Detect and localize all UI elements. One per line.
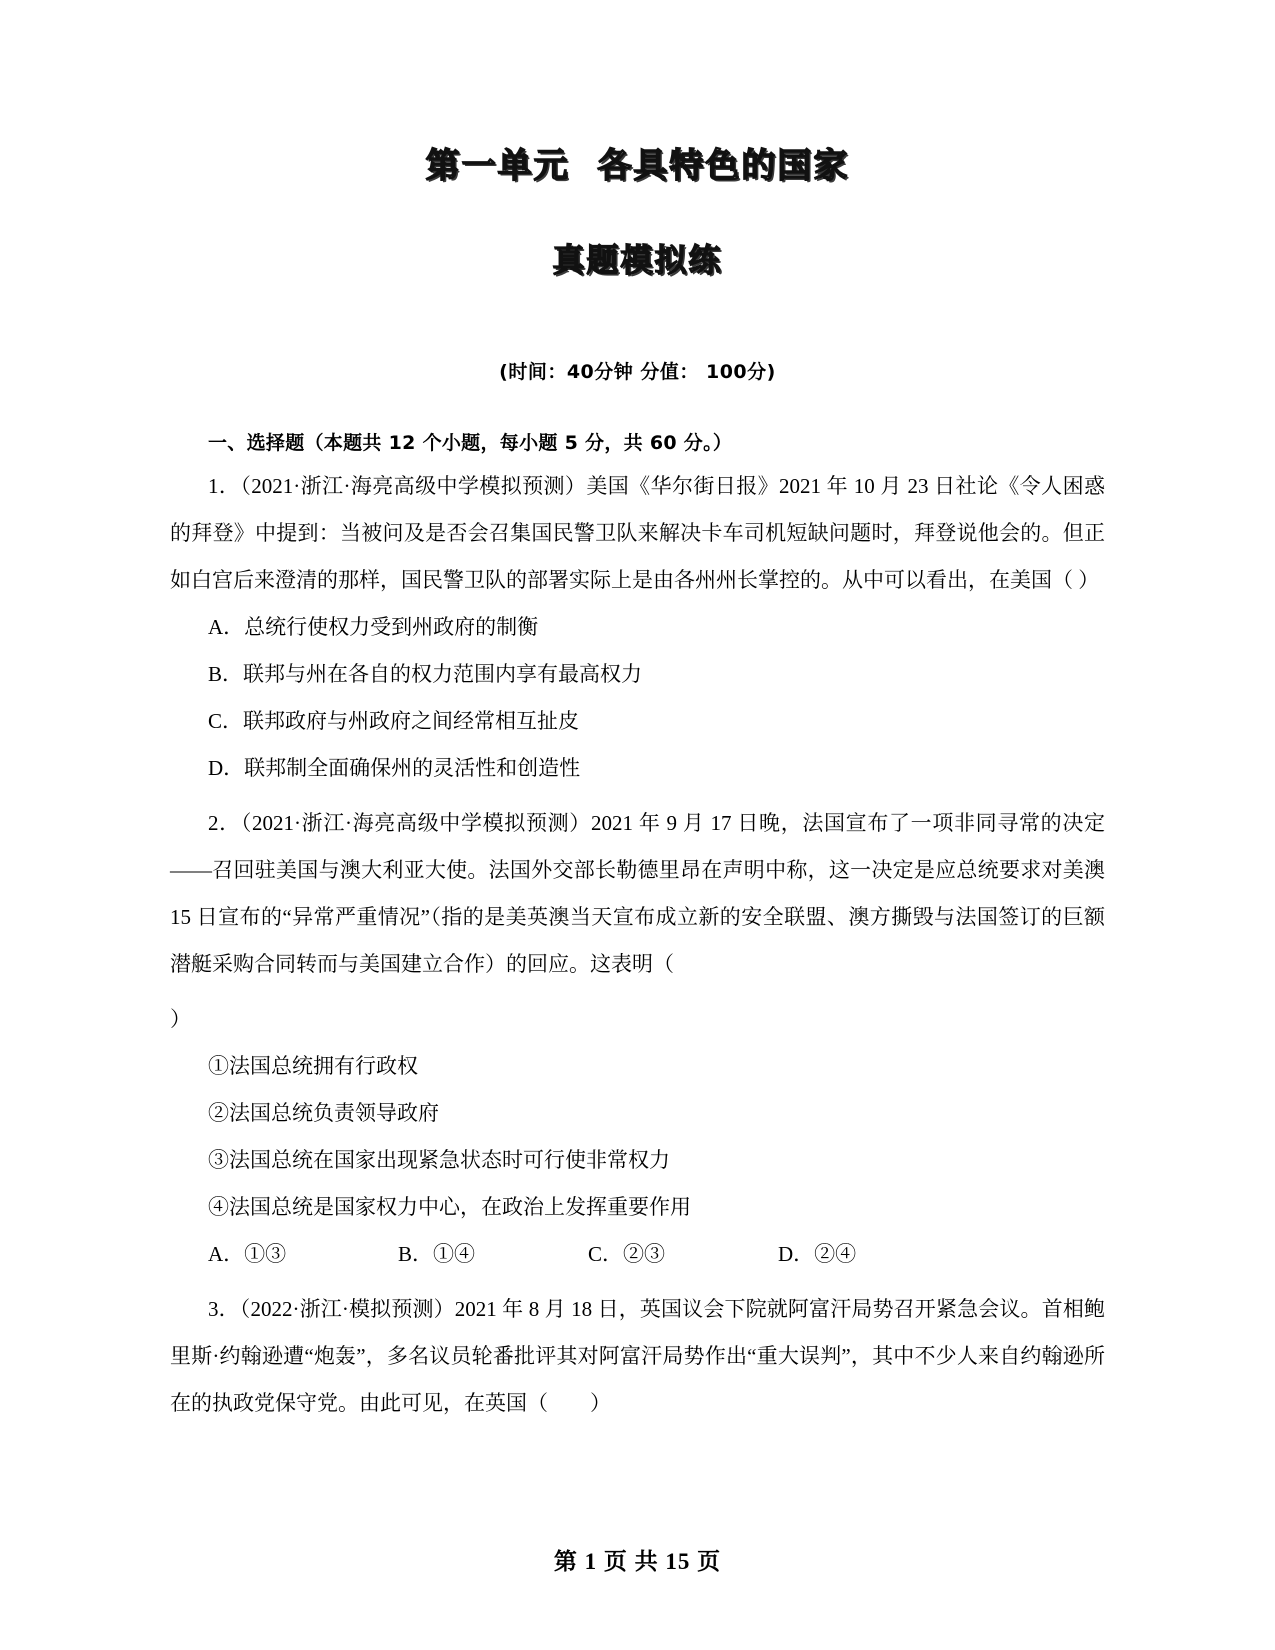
option-d: D．联邦制全面确保州的灵活性和创造性	[208, 756, 581, 780]
page-subtitle: 真题模拟练	[552, 241, 723, 279]
list-item: ③法国总统在国家出现紧急状态时可行使非常权力	[208, 1148, 670, 1172]
exam-meta-line: (时间：40分钟 分值： 100分)	[499, 361, 776, 383]
question-stem-tail: ）	[170, 1007, 191, 1031]
choice-c: C．②③	[588, 1242, 666, 1266]
question-stem: 2．（2021·浙江·海亮高级中学模拟预测）2021 年 9 月 17 日晚，法国宣布了一项非同寻常的决定——召回驻美国与澳大利亚大使。法国外交部长勒德里昂在声明中称，这一决定是应总统要求对美澳 15 日宣布的“异常严重情况”（指的是美英澳当天宣布成立新的安全联盟、澳方撕毁与法国签订的巨额潜艇采购合同转而与美国建立合作）的回应。这表明（	[170, 811, 1105, 976]
question-stem: 3．（2022·浙江·模拟预测）2021 年 8 月 18 日，英国议会下院就阿富汗局势召开紧急会议。首相鲍里斯·约翰逊遭“炮轰”，多名议员轮番批评其对阿富汗局势作出“重大误判”，其中不少人来自约翰逊所在的执政党保守党。由此可见，在英国（ ）	[170, 1297, 1105, 1415]
choice-a: A．①③	[208, 1242, 287, 1266]
list-item: ②法国总统负责领导政府	[208, 1101, 439, 1125]
choice-b: B．①④	[398, 1242, 476, 1266]
section-heading-multiple-choice: 一、选择题（本题共 12 个小题，每小题 5 分，共 60 分。）	[208, 432, 733, 454]
option-b: B．联邦与州在各自的权力范围内享有最高权力	[208, 662, 643, 686]
choice-row	[170, 1231, 1105, 1278]
list-item: ①法国总统拥有行政权	[208, 1054, 418, 1078]
page-title: 第一单元 各具特色的国家	[425, 146, 850, 186]
list-item: ④法国总统是国家权力中心，在政治上发挥重要作用	[208, 1195, 691, 1219]
page-footer: 第 1 页 共 15 页	[553, 1549, 722, 1574]
option-c: C．联邦政府与州政府之间经常相互扯皮	[208, 709, 580, 733]
question-stem: 1．（2021·浙江·海亮高级中学模拟预测）美国《华尔街日报》2021 年 10 月 23 日社论《令人困惑的拜登》中提到：当被问及是否会召集国民警卫队来解决卡车司机短缺问题时，拜登说他会的。但正如白宫后来澄清的那样，国民警卫队的部署实际上是由各州州长掌控的。从中可以看出，在美国（ ）	[170, 474, 1105, 592]
choice-d: D．②④	[778, 1242, 857, 1266]
option-a: A．总统行使权力受到州政府的制衡	[208, 615, 539, 639]
